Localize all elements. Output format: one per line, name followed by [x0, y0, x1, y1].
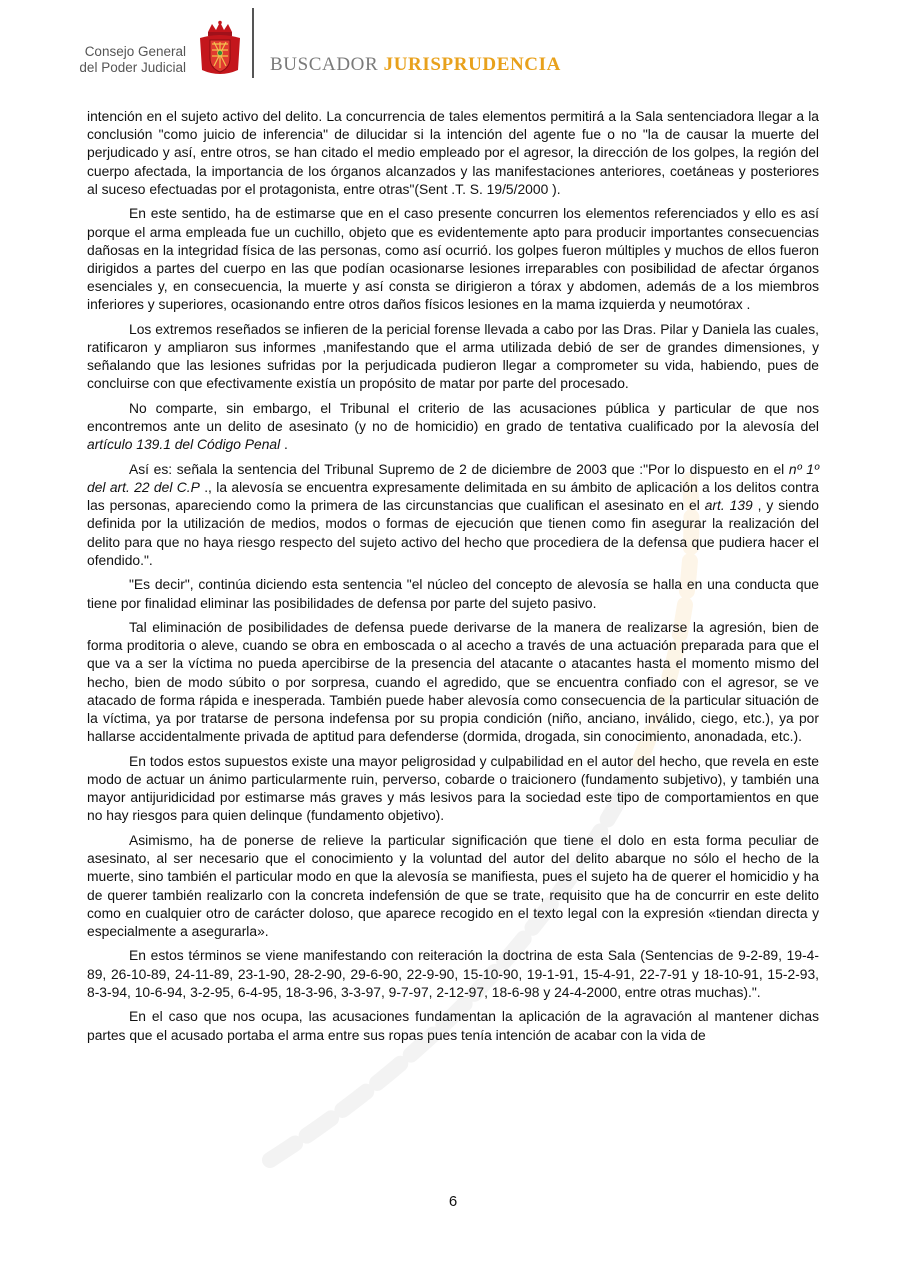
brand-title	[270, 54, 561, 76]
paragraph-text: , y siendo definida por la utilización de medios, modos o formas de ejecución que tienen como fin asegurar la realización del delito para que no haya riesgo respecto del sujeto activo del hecho que procediera de la defensa que pudiera hacer el ofendido.".	[87, 497, 819, 568]
header-divider	[252, 8, 254, 78]
organization-name-line2: del Poder Judicial	[79, 60, 186, 75]
paragraph: Tal eliminación de posibilidades de defensa puede derivarse de la manera de realizarse la agresión, bien de forma proditoria o aleve, cuando se obra en emboscada o al acecho a través de una actuación preparada para que el que va a ser la víctima no pueda apercibirse de la presencia del atacante o atacantes hasta el momento mismo del hecho, bien de modo súbito o por sorpresa, cuando el agredido, que se encuentra confiado con el agresor, se ve atacado de forma rápida e inesperada. También puede haber alevosía como consecuencia de la particular situación de la víctima, ya por tratarse de persona indefensa por su propia condición (niño, anciano, inválido, ciego, etc.), ya por hallarse accidentalmente privada de aptitud para defenderse (dormida, drogada, sin conocimiento, anonadada, etc.).	[87, 619, 819, 745]
paragraph-text: .	[280, 436, 288, 453]
brand-title-word2: JURISPRUDENCIA	[383, 54, 561, 75]
page-number: 6	[448, 1193, 458, 1210]
paragraph: En todos estos supuestos existe una mayor peligrosidad y culpabilidad en el autor del hecho, que revela en este modo de actuar un ánimo particularmente ruin, perverso, cobarde o traicionero (fundamento subjetivo), y también una mayor antijuridicidad por estimarse más graves y más lesivos para la sociedad este tipo de comportamientos en que no hay riesgos para quien delinque (fundamento objetivo).	[87, 752, 819, 824]
organization-name	[60, 44, 186, 76]
document-header	[0, 0, 906, 100]
paragraph	[87, 399, 819, 454]
document-body	[87, 107, 819, 1050]
paragraph	[87, 460, 819, 569]
paragraph: Los extremos reseñados se infieren de la pericial forense llevada a cabo por las Dras. Pilar y Daniela las cuales, ratificaron y ampliaron sus informes ,manifestando que el arma utilizada debió de ser de grandes dimensiones, y señalando que las lesiones sufridas por la perjudicada pudieron llegar a comprometer su vida, habiendo, pues de concluirse con que efectivamente existía un propósito de matar por parte del procesado.	[87, 320, 819, 392]
legal-citation-link[interactable]: art. 139	[704, 497, 753, 514]
legal-citation-link[interactable]: artículo 139.1 del Código Penal	[87, 436, 281, 453]
paragraph-text: No comparte, sin embargo, el Tribunal el criterio de las acusaciones pública y particular de que nos encontremos ante un delito de asesinato (y no de homicidio) en grado de tentativa cualificado por la alevosía del	[87, 399, 819, 435]
paragraph: En el caso que nos ocupa, las acusaciones fundamentan la aplicación de la agravación al mantener dichas partes que el acusado portaba el arma entre sus ropas pues tenía intención de acabar con la vida de	[87, 1008, 819, 1043]
paragraph: En estos términos se viene manifestando con reiteración la doctrina de esta Sala (Sentencias de 9-2-89, 19-4-89, 26-10-89, 24-11-89, 23-1-90, 28-2-90, 29-6-90, 22-9-90, 15-10-90, 19-1-91, 15-4-91, 22-7-91 y 18-10-91, 15-2-93, 8-3-94, 10-6-94, 3-2-95, 6-4-95, 18-3-96, 3-3-97, 9-7-97, 2-12-97, 18-6-98 y 24-4-2000, entre otras muchas).".	[87, 947, 819, 1000]
paragraph-text: ., la alevosía se encuentra expresamente delimitada en su ámbito de aplicación a los delitos contra las personas, apareciendo como la primera de las circunstancias que cualifican el asesinato en el	[87, 479, 819, 514]
paragraph-text: Así es: señala la sentencia del Tribunal Supremo de 2 de diciembre de 2003 que :"Por lo dispuesto en el	[129, 460, 789, 477]
paragraph: Asimismo, ha de ponerse de relieve la particular significación que tiene el dolo en esta forma peculiar de asesinato, al ser necesario que el conocimiento y la voluntad del autor del delito abarque no sólo el hecho de la muerte, sino también el particular modo en que la alevosía se manifiesta, pues el sujeto ha de querer el homicidio y ha de querer también realizarlo con la concreta indefensión de que se trate, requisito que ha de concurrir en este delito como en cualquier otro de carácter doloso, que aparece recogido en el texto legal con la expresión «tiendan directa y especialmente a asegurarla».	[87, 831, 819, 939]
paragraph: intención en el sujeto activo del delito. La concurrencia de tales elementos permitirá a la Sala sentenciadora llegar a la conclusión "como juicio de inferencia" de dilucidar si la intención del agente fue o no "la de causar la muerte del perjudicado y así, entre otros, se han citado el medio empleado por el agresor, la dirección de los golpes, la región del cuerpo afectada, la importancia de los órganos alcanzados y las manifestaciones anteriores, coetáneas y posteriores al suceso efectuadas por el protagonista, entre otras"(Sent .T. S. 19/5/2000 ).	[87, 108, 819, 197]
paragraph: En este sentido, ha de estimarse que en el caso presente concurren los elementos referenciados y ello es así porque el arma empleada fue un cuchillo, objeto que es evidentemente apto para producir importantes consecuencias dañosas en la integridad física de las personas, como así ocurrió. los golpes fueron múltiples y muchos de ellos fueron dirigidos a partes del cuerpo en las que podían ocasionarse lesiones irreparables con posibilidad de afectar órganos esenciales y, en consecuencia, la muerte y así consta se dirigieron a tórax y abdomen, además de a los miembros inferiores y superiores, ocasionando entre otros daños físicos lesiones en la mama izquierda y neumotórax .	[87, 205, 819, 313]
organization-name-line1: Consejo General	[84, 44, 186, 59]
legal-citation-link[interactable]: nº 1º del art. 22 del C.P	[87, 460, 820, 496]
paragraph: "Es decir", continúa diciendo esta sentencia "el núcleo del concepto de alevosía se halla en una conducta que tiene por finalidad eliminar las posibilidades de defensa por parte del sujeto pasivo.	[87, 576, 819, 611]
coat-of-arms-icon	[196, 20, 244, 78]
brand-title-word1: BUSCADOR	[270, 54, 379, 75]
